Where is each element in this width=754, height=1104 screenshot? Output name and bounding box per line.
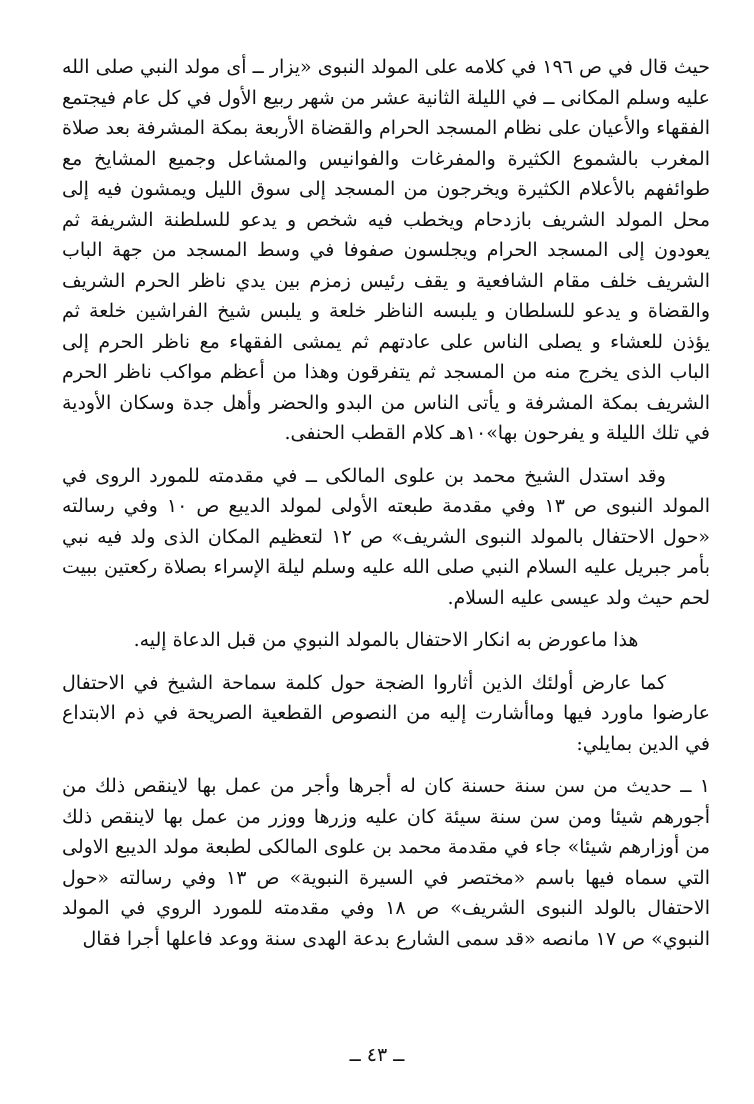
- paragraph-qutb-quote: حيث قال في ص ١٩٦ في كلامه على المولد النبوى «يزار ــ أى مولد النبي صلى الله عليه وسلم المكانى ــ في الليلة الثانية عشر من شهر ربيع الأول في كل عام فيجتمع الفقهاء والأعيان على نظام المسجد الحرام والقضاة الأربعة بمكة المشرفة بعد صلاة المغرب بالشموع الكثيرة والمفرغات والفوانيس والمشاعل وجميع المشايخ مع طوائفهم بالأعلام الكثيرة ويخرجون من المسجد إلى سوق الليل ويمشون فيه إلى محل المولد الشريف بازدحام ويخطب فيه شخص و يدعو للسلطنة الشريفة ثم يعودون إلى المسجد الحرام ويجلسون صفوفا في وسط المسجد من جهة الباب الشريف خلف مقام الشافعية و يقف رئيس زمزم بين يدي ناظر الحرم الشريف والقضاة و يدعو للسلطان و يلبسه الناظر خلعة و يلبس شيخ الفراشين خلعة ثم يؤذن للعشاء و يصلى الناس على عادتهم ثم يمشى الفقهاء مع ناظر الحرم إلى الباب الذى يخرج منه من المسجد ثم يتفرقون وهذا من أعظم مواكب ناظر الحرم الشريف بمكة المشرفة و يأتى الناس من البدو والحضر وأهل جدة وسكان الأودية في تلك الليلة و يفرحون بها»١٠هـ كلام القطب الحنفى.: [62, 56, 710, 444]
- paragraph-maliki-argument: وقد استدل الشيخ محمد بن علوى المالكى ــ في مقدمته للمورد الروى في المولد النبوى ص ١٣ وفي مقدمة طبعته الأولى لمولد الديبع ص ١٠ وفي رسالته «حول الاحتفال بالمولد النبوى الشريف» ص ١٢ لتعظيم المكان الذى ولد فيه نبي بأمر جبريل عليه السلام النبي صلى الله عليه وسلم ليلة الإسراء بصلاة ركعتين ببيت لحم حيث ولد عيسى عليه السلام.: [62, 464, 711, 609]
- paragraph-opposition: كما عارض أولئك الذين أثاروا الضجة حول كلمة سماحة الشيخ في الاحتفال عارضوا ماورد فيها وماأشارت إليه من النصوص القطعية الصريحة في ذم الابتداع في الدين بمايلي:: [62, 671, 710, 755]
- paragraph-list-item-1: ١ ــ حديث من سن سنة حسنة كان له أجرها وأجر من عمل بها لاينقص ذلك من أجورهم شيئا ومن سن سنة سيئة كان عليه وزرها ووزر من عمل بها لاينقص ذلك من أوزارهم شيئا» جاء في مقدمة محمد بن علوى المالكى لطبعة مولد الديبع الاولى التي سماه فيها باسم «مختصر في السيرة النبوية» ص ١٣ وفي رسالته «حول الاحتفال بالولد النبوى الشريف» ص ١٨ وفي مقدمته للمورد الروي في المولد النبوي» ص ١٧ مانصه «قد سمى الشارع بدعة الهدى سنة ووعد فاعلها أجرا فقال: [62, 775, 711, 950]
- page-number: ــ ٤٣ ــ: [349, 1044, 405, 1066]
- body-text: [62, 52, 710, 954]
- paragraph-summary: هذا ماعورض به انكار الاحتفال بالمولد النبوي من قبل الدعاة إليه.: [133, 629, 639, 651]
